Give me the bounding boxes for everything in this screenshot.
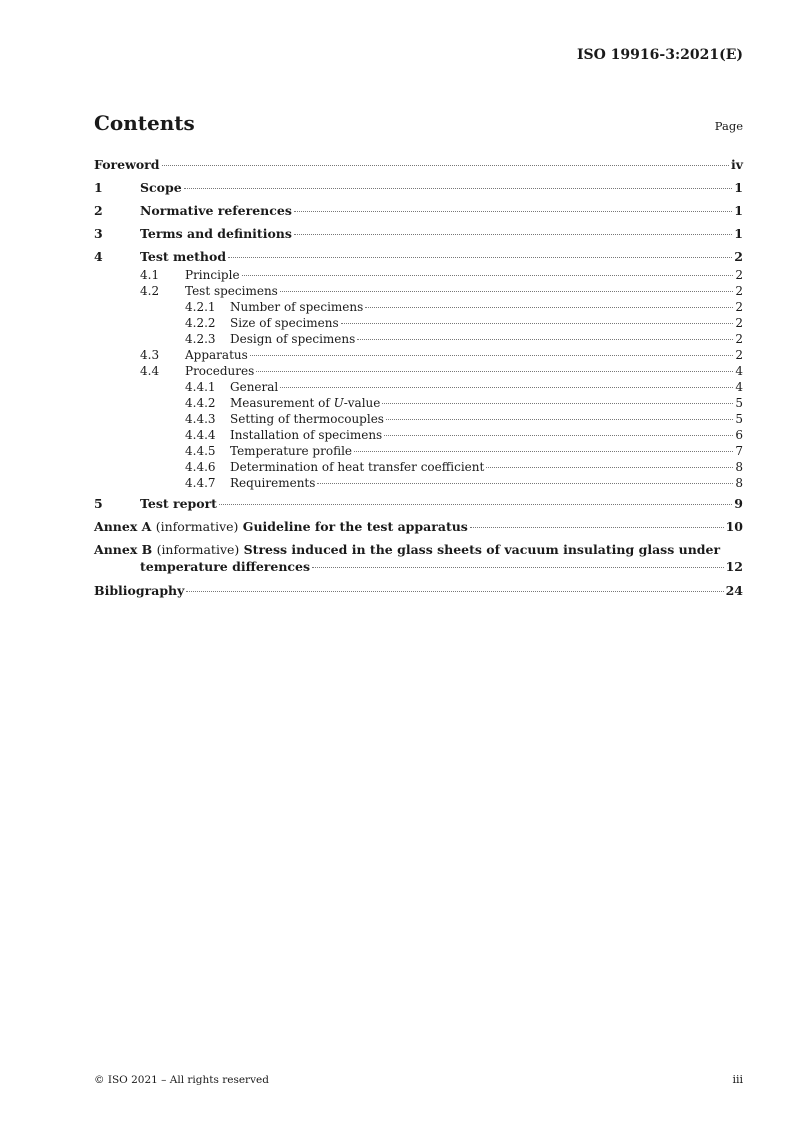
- dot-leader: [341, 323, 734, 324]
- dot-leader: [382, 403, 733, 404]
- toc-title: Installation of specimens: [230, 428, 383, 442]
- toc-title-part: Measurement of: [230, 396, 334, 410]
- toc-entry-4-1[interactable]: [94, 267, 743, 283]
- toc-title: Terms and definitions: [140, 226, 292, 241]
- toc-number: 4.2: [140, 284, 160, 298]
- toc-number: 4.3: [140, 348, 160, 362]
- toc-entry-4-4-6[interactable]: [94, 459, 743, 475]
- toc-page: 4: [735, 380, 743, 394]
- toc-entry-annex-a[interactable]: [94, 517, 743, 537]
- dot-leader: [219, 504, 732, 505]
- page-title: Contents: [94, 111, 195, 135]
- table-of-contents: [94, 155, 743, 601]
- toc-page: 2: [735, 284, 743, 298]
- dot-leader: [384, 435, 733, 436]
- dot-leader: [184, 188, 733, 189]
- toc-page: 2: [735, 268, 743, 282]
- toc-entry-foreword[interactable]: [94, 155, 743, 175]
- dot-leader: [280, 291, 734, 292]
- toc-page: 2: [735, 332, 743, 346]
- toc-page: 10: [725, 519, 743, 534]
- toc-page: 9: [734, 496, 743, 511]
- toc-entry-4-2-1[interactable]: [94, 299, 743, 315]
- toc-number: 4.4: [140, 364, 160, 378]
- dot-leader: [317, 483, 733, 484]
- dot-leader: [162, 165, 729, 166]
- annex-type: (informative): [156, 542, 240, 557]
- toc-title: Bibliography: [94, 583, 185, 598]
- toc-number: 4.2.2: [185, 316, 216, 330]
- toc-page: 2: [735, 348, 743, 362]
- toc-entry-scope[interactable]: [94, 178, 743, 198]
- toc-number: 4.2.1: [185, 300, 216, 314]
- dot-leader: [242, 275, 734, 276]
- toc-title-part: -value: [343, 396, 381, 410]
- toc-number: 2: [94, 203, 103, 218]
- toc-number: 4.4.2: [185, 396, 216, 410]
- dot-leader: [357, 339, 733, 340]
- toc-page: 8: [735, 476, 743, 490]
- toc-title: Foreword: [94, 157, 160, 172]
- dot-leader: [312, 567, 724, 568]
- page-number: iii: [732, 1073, 743, 1086]
- toc-number: 4.4.5: [185, 444, 216, 458]
- toc-title: Scope: [140, 180, 182, 195]
- toc-entry-4-4-4[interactable]: [94, 427, 743, 443]
- annex-label: Annex B: [94, 542, 153, 557]
- toc-page: 2: [735, 316, 743, 330]
- toc-number: 4: [94, 249, 103, 264]
- toc-entry-annex-b[interactable]: [94, 540, 743, 578]
- toc-page: 2: [735, 300, 743, 314]
- toc-title: Number of specimens: [230, 300, 364, 314]
- toc-entry-bibliography[interactable]: [94, 581, 743, 601]
- toc-number: 4.1: [140, 268, 160, 282]
- toc-number: 4.4.3: [185, 412, 216, 426]
- toc-entry-4-4-5[interactable]: [94, 443, 743, 459]
- page-column-label: Page: [714, 119, 743, 133]
- toc-title: [94, 517, 469, 537]
- annex-label: Annex A: [94, 519, 152, 534]
- toc-entry-4-4-1[interactable]: [94, 379, 743, 395]
- toc-title: [230, 395, 381, 411]
- toc-page: 1: [734, 226, 743, 241]
- toc-page: 2: [734, 249, 743, 264]
- toc-number: 1: [94, 180, 103, 195]
- toc-page: 8: [735, 460, 743, 474]
- toc-entry-4-2-2[interactable]: [94, 315, 743, 331]
- toc-title: Determination of heat transfer coefficient: [230, 460, 485, 474]
- dot-leader: [470, 527, 724, 528]
- dot-leader: [256, 371, 733, 372]
- toc-title: Apparatus: [185, 348, 248, 362]
- toc-title: Requirements: [230, 476, 316, 490]
- toc-entry-4-4[interactable]: [94, 363, 743, 379]
- annex-title: Guideline for the test apparatus: [242, 519, 468, 534]
- annex-title: Stress induced in the glass sheets of vacuum insulating glass under: [243, 542, 721, 557]
- dot-leader: [294, 211, 732, 212]
- toc-number: 4.4.6: [185, 460, 216, 474]
- toc-number: 3: [94, 226, 103, 241]
- annex-type: (informative): [155, 519, 239, 534]
- toc-entry-terms-definitions[interactable]: [94, 224, 743, 244]
- dot-leader: [354, 451, 733, 452]
- dot-leader: [294, 234, 732, 235]
- toc-entry-4-4-2[interactable]: [94, 395, 743, 411]
- toc-number: 4.4.7: [185, 476, 216, 490]
- toc-page: 6: [735, 428, 743, 442]
- toc-entry-test-report[interactable]: [94, 494, 743, 514]
- toc-title: Normative references: [140, 203, 292, 218]
- dot-leader: [186, 591, 723, 592]
- toc-title: General: [230, 380, 279, 394]
- toc-entry-4-4-7[interactable]: [94, 475, 743, 491]
- toc-page: 1: [734, 180, 743, 195]
- annex-title-continued: temperature differences: [140, 559, 311, 574]
- dot-leader: [228, 257, 732, 258]
- toc-number: 5: [94, 496, 103, 511]
- toc-page: iv: [730, 157, 743, 172]
- toc-entry-4-3[interactable]: [94, 347, 743, 363]
- dot-leader: [250, 355, 734, 356]
- toc-title: Principle: [185, 268, 240, 282]
- toc-title: Test report: [140, 496, 217, 511]
- toc-page: 7: [735, 444, 743, 458]
- toc-page: 1: [734, 203, 743, 218]
- toc-title: Temperature profile: [230, 444, 353, 458]
- toc-title: Design of specimens: [230, 332, 356, 346]
- toc-entry-normative-references[interactable]: [94, 201, 743, 221]
- doc-id: ISO 19916-3:2021(E): [576, 47, 743, 63]
- toc-page: 5: [735, 396, 743, 410]
- toc-number: 4.4.4: [185, 428, 216, 442]
- toc-title: Test method: [140, 249, 227, 264]
- toc-title: Setting of thermocouples: [230, 412, 384, 426]
- toc-title: Procedures: [185, 364, 255, 378]
- toc-entry-4-2-3[interactable]: [94, 331, 743, 347]
- u-value-symbol: U: [333, 396, 344, 410]
- toc-title: Size of specimens: [230, 316, 339, 330]
- dot-leader: [386, 419, 733, 420]
- copyright-notice: © ISO 2021 – All rights reserved: [94, 1074, 269, 1086]
- toc-page: 5: [735, 412, 743, 426]
- toc-page: 4: [735, 364, 743, 378]
- dot-leader: [365, 307, 733, 308]
- toc-number: 4.4.1: [185, 380, 216, 394]
- toc-entry-4-2[interactable]: [94, 283, 743, 299]
- dot-leader: [486, 467, 733, 468]
- toc-title: Test specimens: [185, 284, 278, 298]
- toc-page: 24: [725, 583, 743, 598]
- toc-entry-4-4-3[interactable]: [94, 411, 743, 427]
- toc-entry-test-method[interactable]: [94, 247, 743, 267]
- dot-leader: [280, 387, 733, 388]
- toc-page: 12: [725, 559, 743, 574]
- toc-number: 4.2.3: [185, 332, 216, 346]
